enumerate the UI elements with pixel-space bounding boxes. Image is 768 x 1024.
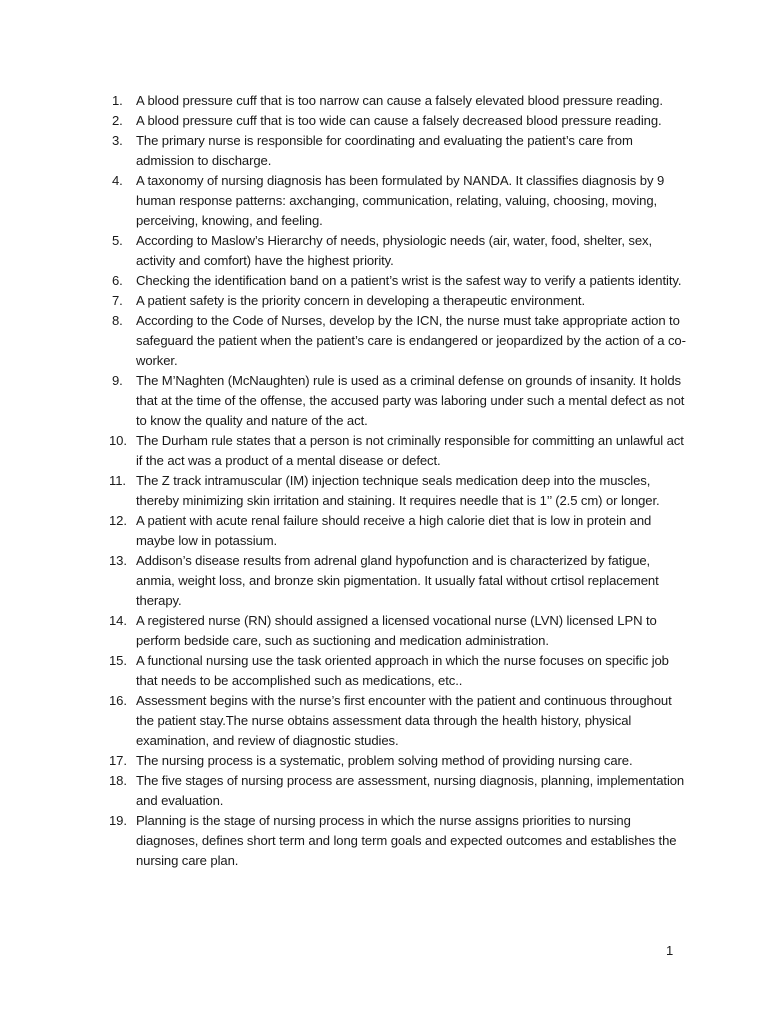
item-number: 19. — [109, 813, 127, 828]
item-number: 2. — [112, 113, 123, 128]
item-number: 8. — [112, 313, 123, 328]
item-text: A functional nursing use the task oriented approach in which the nurse focuses on specific job that needs to be accomplished such as medications, etc.. — [136, 653, 669, 688]
list-item — [100, 551, 690, 611]
item-text: Addison’s disease results from adrenal gland hypofunction and is characterized by fatigue, anmia, weight loss, and bronze skin pigmentation. It usually fatal without crtisol replacement therapy. — [136, 553, 659, 608]
list-item — [100, 511, 690, 551]
list-item — [100, 751, 690, 771]
item-number: 1. — [112, 93, 123, 108]
item-number: 9. — [112, 373, 123, 388]
item-number: 4. — [112, 173, 123, 188]
item-number: 16. — [109, 693, 127, 708]
list-item — [100, 811, 690, 871]
list-item — [100, 271, 690, 291]
item-number: 6. — [112, 273, 123, 288]
item-number: 5. — [112, 233, 123, 248]
list-item — [100, 171, 690, 231]
item-text: A patient with acute renal failure should receive a high calorie diet that is low in protein and maybe low in potassium. — [136, 513, 652, 548]
item-text: Planning is the stage of nursing process in which the nurse assigns priorities to nursing diagnoses, defines short term and long term goals and expected outcomes and establishes the nursing care plan. — [136, 813, 677, 868]
list-item — [100, 131, 690, 171]
item-text: A blood pressure cuff that is too wide can cause a falsely decreased blood pressure reading. — [136, 113, 662, 128]
list-item — [100, 691, 690, 751]
item-number: 10. — [109, 433, 127, 448]
item-text: Assessment begins with the nurse’s first encounter with the patient and continuous throughout the patient stay.The nurse obtains assessment data through the health history, physical examination, and review of diagnostic studies. — [136, 693, 672, 748]
list-item — [100, 231, 690, 271]
item-text: A registered nurse (RN) should assigned a licensed vocational nurse (LVN) licensed LPN to perform bedside care, such as suctioning and medication administration. — [136, 613, 657, 648]
item-text: A patient safety is the priority concern in developing a therapeutic environment. — [136, 293, 585, 308]
item-text: The M’Naghten (McNaughten) rule is used as a criminal defense on grounds of insanity. It holds that at the time of the offense, the accused party was laboring under such a mental defect as not to know the quality and nature of the act. — [136, 373, 685, 428]
list-item — [100, 311, 690, 371]
item-text: The nursing process is a systematic, problem solving method of providing nursing care. — [136, 753, 633, 768]
item-text: A blood pressure cuff that is too narrow can cause a falsely elevated blood pressure reading. — [136, 93, 663, 108]
item-text: According to Maslow’s Hierarchy of needs, physiologic needs (air, water, food, shelter, sex, activity and comfort) have the highest priority. — [136, 233, 653, 268]
page-number: 1 — [666, 943, 674, 958]
item-number: 11. — [109, 473, 126, 488]
item-text: A taxonomy of nursing diagnosis has been formulated by NANDA. It classifies diagnosis by 9 human response patterns: axchanging, communication, relating, valuing, choosing, moving, perceiving, knowing, and feeling. — [136, 173, 665, 228]
item-text: The primary nurse is responsible for coordinating and evaluating the patient’s care from admission to discharge. — [136, 133, 633, 168]
item-number: 14. — [109, 613, 127, 628]
item-number: 3. — [112, 133, 123, 148]
list-item — [100, 471, 690, 511]
item-number: 15. — [109, 653, 127, 668]
item-number: 7. — [112, 293, 123, 308]
list-item — [100, 651, 690, 691]
item-text: The Durham rule states that a person is not criminally responsible for committing an unlawful act if the act was a product of a mental disease or defect. — [136, 433, 684, 468]
list-item — [100, 431, 690, 471]
item-number: 12. — [109, 513, 127, 528]
list-item — [100, 91, 690, 111]
item-text: According to the Code of Nurses, develop by the ICN, the nurse must take appropriate action to safeguard the patient when the patient’s care is endangered or jeopardized by the action of a co-worker. — [136, 313, 686, 368]
item-number: 18. — [109, 773, 127, 788]
item-number: 13. — [109, 553, 127, 568]
list-item — [100, 611, 690, 651]
item-text: The five stages of nursing process are assessment, nursing diagnosis, planning, implementation and evaluation. — [136, 773, 685, 808]
list-item — [100, 771, 690, 811]
numbered-list — [100, 91, 690, 871]
list-item — [100, 371, 690, 431]
list-item — [100, 291, 690, 311]
item-text: The Z track intramuscular (IM) injection technique seals medication deep into the muscles, thereby minimizing skin irritation and staining. It requires needle that is 1’’ (2.5 cm) or longer. — [136, 473, 660, 508]
item-number: 17. — [109, 753, 127, 768]
list-item — [100, 111, 690, 131]
item-text: Checking the identification band on a patient’s wrist is the safest way to verify a patients identity. — [136, 273, 682, 288]
